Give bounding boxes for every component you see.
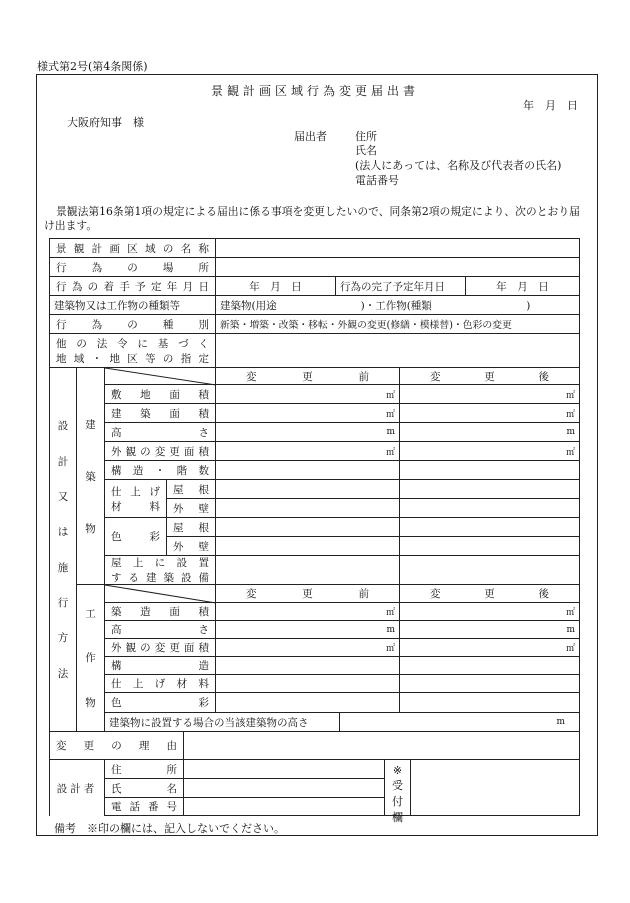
label-char: 所 <box>166 763 177 776</box>
exterior-area-before-input[interactable] <box>215 441 399 460</box>
addressee: 大阪府知事 様 <box>67 116 144 129</box>
unit-label: m <box>566 427 575 437</box>
label-char: く <box>198 337 209 350</box>
label-char: の <box>127 261 138 274</box>
label-char: 区 <box>127 352 138 365</box>
filer-name[interactable]: 氏名 <box>355 144 377 157</box>
label-char: 地 <box>109 352 120 365</box>
label-char: 築 <box>111 606 122 618</box>
label-designer-phone <box>104 797 183 816</box>
label-char: 材 <box>111 500 122 513</box>
building-area-after-input[interactable] <box>399 403 580 422</box>
label-char: 更 <box>83 740 95 752</box>
label-char: の <box>162 242 174 255</box>
label-char: 年 <box>166 280 178 293</box>
label-char: 他 <box>56 337 67 350</box>
height-after-input[interactable] <box>399 422 580 441</box>
label-char: げ <box>154 678 166 690</box>
label-char: は <box>57 526 69 539</box>
area-name-input[interactable] <box>215 238 580 257</box>
bldg-type-input[interactable]: 建築物(用途 )・工作物(種類 ) <box>215 295 580 314</box>
struct-floors-before-input[interactable] <box>215 460 399 479</box>
label-char: 造 <box>132 464 144 477</box>
unit-label: m <box>386 427 395 437</box>
label-char: 料 <box>149 500 160 513</box>
struct-height-before-input[interactable] <box>215 620 399 638</box>
structure-label <box>76 584 104 731</box>
label-char: 料 <box>198 678 209 690</box>
unit-label: m <box>566 624 575 635</box>
change-reason-input[interactable] <box>183 731 580 759</box>
label-char: 前 <box>358 588 369 600</box>
label-designer-address <box>104 759 183 778</box>
struct-color-after-input[interactable] <box>399 692 580 712</box>
rooftop-line1 <box>105 555 215 570</box>
label-char: 画 <box>109 242 120 255</box>
label-char: 変 <box>154 445 166 458</box>
label-char: 更 <box>302 370 313 383</box>
label-char: 積 <box>198 445 209 458</box>
label-act-type <box>49 314 215 333</box>
header-after <box>399 367 580 384</box>
label-char: 番 <box>148 801 159 813</box>
label-bldg-type: 建築物又は工作物の種類等 <box>49 295 215 314</box>
label-char: 変 <box>246 588 257 600</box>
label-structure <box>104 656 215 674</box>
unit-label: ㎡ <box>565 608 575 618</box>
filer-label: 届出者 <box>294 130 327 143</box>
unit-label: ㎡ <box>565 447 575 458</box>
label-bldg-height: 建築物に設置する場合の当該建築物の高さ <box>104 712 339 731</box>
label-char: 名 <box>180 242 192 255</box>
label-char: 工 <box>85 607 96 620</box>
label-char: 仕 <box>111 678 122 690</box>
label-char: 階 <box>176 464 188 477</box>
designer-name-input[interactable] <box>183 778 384 797</box>
label-char: 建 <box>85 418 96 431</box>
unit-label: ㎡ <box>565 409 575 420</box>
label-build-area <box>104 602 215 620</box>
exterior-area-after-input[interactable] <box>399 441 580 460</box>
label-char: 面 <box>183 445 195 458</box>
form-title: 景観計画区域行為変更届出書 <box>210 84 419 98</box>
label-char: の <box>111 740 122 752</box>
date-field[interactable]: 年 月 日 <box>523 99 578 112</box>
label-char: 築 <box>85 470 96 483</box>
unit-label: ㎡ <box>385 644 395 654</box>
label-char: る <box>128 572 139 584</box>
designer-bottom-edge <box>49 759 50 816</box>
label-char: 構 <box>111 660 122 672</box>
unit-label: ㎡ <box>385 608 395 618</box>
label-char: 外 <box>111 642 122 654</box>
label-char: 域 <box>145 242 156 255</box>
label-char: 行 <box>57 597 69 610</box>
unit-label: ㎡ <box>565 644 575 654</box>
header-before <box>215 367 399 384</box>
label-char: 日 <box>198 280 209 293</box>
act-type-input[interactable]: 新築・増築・改築・移転・外観の変更(修繕・模様替)・色彩の変更 <box>215 314 580 333</box>
filer-address[interactable]: 住所 <box>355 130 377 143</box>
label-char: 定 <box>198 352 209 365</box>
color-roof-before-input[interactable] <box>215 517 399 536</box>
bldg-height-input[interactable]: m <box>339 712 580 731</box>
label-char: 後 <box>538 370 549 383</box>
label-char: に <box>137 337 148 350</box>
label-char: 着 <box>103 280 114 293</box>
label-char: 令 <box>117 337 128 350</box>
rooftop-before-input[interactable] <box>215 555 399 584</box>
unit-label: ㎡ <box>385 390 395 401</box>
label-char: 観 <box>125 642 137 654</box>
label-char: 変 <box>154 642 166 654</box>
label-char: 観 <box>125 445 137 458</box>
label-char: 変 <box>430 370 441 383</box>
label-char: 氏 <box>111 782 122 795</box>
unit-label: ㎡ <box>385 409 395 420</box>
unit-label: ㎡ <box>385 447 395 458</box>
label-char: 色 <box>111 531 122 543</box>
rooftop-after-input[interactable] <box>399 555 580 584</box>
header-before-2 <box>215 584 399 602</box>
label-char: 域 <box>73 352 85 365</box>
place-input[interactable] <box>215 257 580 276</box>
diagonal-line <box>105 368 216 385</box>
label-char: に <box>154 557 166 569</box>
label-char: 建 <box>146 572 157 584</box>
struct-exterior-area-before-input[interactable] <box>215 638 399 656</box>
label-char: 上 <box>132 678 144 690</box>
label-char: 屋 <box>111 557 122 569</box>
receipt-field <box>410 759 580 816</box>
rooftop-line2 <box>105 570 215 585</box>
label-exterior-area <box>104 441 215 460</box>
label-rooftop <box>104 555 215 584</box>
label-char: 外 <box>173 502 184 515</box>
label-height <box>104 422 215 441</box>
label-char: 電 <box>111 801 122 813</box>
label-char: ・ <box>154 464 166 477</box>
label-char: 為 <box>91 318 103 331</box>
building-area-before-input[interactable] <box>215 403 399 422</box>
label-char: 計 <box>91 242 103 255</box>
label-char: 根 <box>198 521 209 534</box>
unit-label: m <box>386 624 395 635</box>
label-char: 更 <box>302 588 313 600</box>
label-char: 住 <box>111 763 122 776</box>
designer-phone-input[interactable] <box>183 797 384 816</box>
label-char: 仕 <box>111 485 122 498</box>
struct-color-before-input[interactable] <box>215 692 399 712</box>
label-char: 法 <box>57 667 69 680</box>
label-char: 色 <box>111 697 122 709</box>
label-char: の <box>76 337 87 350</box>
label-char: す <box>111 572 122 584</box>
label-char: 為 <box>71 280 83 293</box>
build-area-after-input[interactable] <box>399 602 580 620</box>
struct-height-after-input[interactable] <box>399 620 580 638</box>
label-char: 屋 <box>173 483 184 496</box>
label-char: 月 <box>182 280 194 293</box>
label-char: 構 <box>111 464 122 477</box>
label-char: 壁 <box>198 540 209 553</box>
label-char: 積 <box>198 606 209 618</box>
filer-corp-note: (法人にあっては、名称及び代表者の氏名) <box>355 159 562 172</box>
label-char: 根 <box>198 483 209 496</box>
label-char: の <box>127 318 138 331</box>
structure-after-input[interactable] <box>399 656 580 674</box>
label-char: 敷 <box>111 388 122 401</box>
designer-address-input[interactable] <box>183 759 384 778</box>
other-law-input[interactable] <box>215 333 580 367</box>
label-char: 号 <box>166 801 177 813</box>
label-place <box>49 257 215 276</box>
label-char: 更 <box>484 588 495 600</box>
label-char: 区 <box>127 242 138 255</box>
struct-floors-after-input[interactable] <box>399 460 580 479</box>
receipt-label <box>384 759 410 824</box>
site-area-after-input[interactable] <box>399 384 580 403</box>
label-start-date <box>49 276 215 295</box>
label-char: 称 <box>198 242 209 255</box>
label-char: 又 <box>57 490 69 503</box>
label-char: 地 <box>140 388 151 401</box>
label-designer-name <box>104 778 183 797</box>
label-char: 定 <box>150 280 162 293</box>
label-char: 屋 <box>173 521 184 534</box>
label-finish-wall <box>166 498 215 517</box>
label-char: 前 <box>358 370 369 383</box>
label-char: 建 <box>111 407 122 420</box>
label-char: 理 <box>138 740 150 752</box>
label-char: 変 <box>56 740 67 752</box>
label-color <box>104 517 166 555</box>
label-char: 面 <box>169 407 180 420</box>
label-char: 造 <box>140 606 151 618</box>
label-end-date: 行為の完了予定年月日 <box>335 276 465 295</box>
label-char: 備 <box>198 572 209 584</box>
label-char: 積 <box>198 388 209 401</box>
label-char: 話 <box>129 801 140 813</box>
label-char: 欄 <box>392 811 403 824</box>
label-char: 更 <box>484 370 495 383</box>
label-finish-roof <box>166 479 215 498</box>
label-color-wall <box>166 536 215 555</box>
label-finish <box>104 479 166 517</box>
label-char: 築 <box>163 572 174 584</box>
label-finish-material <box>104 674 215 692</box>
finish-material-before-input[interactable] <box>215 674 399 692</box>
label-char: 積 <box>198 642 209 654</box>
end-date-input[interactable]: 年 月 日 <box>465 276 580 295</box>
label-char: 壁 <box>198 502 209 515</box>
label-char: の <box>140 445 151 458</box>
label-char: 方 <box>57 632 69 645</box>
label-char: 等 <box>145 352 156 365</box>
build-area-before-input[interactable] <box>215 602 399 620</box>
label-char: 上 <box>132 557 144 569</box>
label-char: の <box>87 280 99 293</box>
intro-text: 景観法第16条第1項の規定による届出に係る事項を変更したいので、同条第2項の規定により、次のとおり届け出ます。 <box>44 205 580 232</box>
color-roof-after-input[interactable] <box>399 517 580 536</box>
label-char: 観 <box>73 242 85 255</box>
unit-label: ㎡ <box>565 390 575 401</box>
label-area-name <box>49 238 215 257</box>
struct-exterior-area-after-input[interactable] <box>399 638 580 656</box>
label-char: 高 <box>111 624 122 636</box>
label-char: 行 <box>56 280 67 293</box>
label-char: 基 <box>157 337 169 350</box>
finish-line2 <box>105 499 166 514</box>
label-char: ・ <box>91 352 103 365</box>
finish-roof-before-input[interactable] <box>215 479 399 498</box>
label-char: 造 <box>198 660 209 672</box>
label-char: 計 <box>57 455 69 468</box>
label-char: 高 <box>111 426 122 439</box>
color-wall-before-input[interactable] <box>215 536 399 555</box>
label-char: 後 <box>538 588 549 600</box>
label-char: 面 <box>169 606 180 618</box>
label-char: げ <box>149 485 160 498</box>
label-site-area <box>104 384 215 403</box>
label-char: 積 <box>198 407 209 420</box>
label-char: の <box>140 642 151 654</box>
label-char: 地 <box>56 352 67 365</box>
label-char: 別 <box>198 318 209 331</box>
label-char: 付 <box>392 795 403 808</box>
label-char: 場 <box>162 261 174 274</box>
label-char: 面 <box>183 642 195 654</box>
label-char: 予 <box>135 280 146 293</box>
label-char: 彩 <box>198 697 209 709</box>
finish-wall-before-input[interactable] <box>215 498 399 517</box>
label-char: 為 <box>91 261 103 274</box>
finish-wall-after-input[interactable] <box>399 498 580 517</box>
label-char: 材 <box>176 678 188 690</box>
label-char: 所 <box>198 261 209 274</box>
label-struct-exterior-area <box>104 638 215 656</box>
label-char: 行 <box>56 261 67 274</box>
label-char: さ <box>198 426 209 439</box>
other-law-line2 <box>50 351 215 366</box>
finish-material-after-input[interactable] <box>399 674 580 692</box>
label-char: 更 <box>169 445 180 458</box>
label-char: 置 <box>198 557 209 569</box>
label-char: 種 <box>162 318 174 331</box>
building-label <box>76 367 104 584</box>
filer-phone[interactable]: 電話番号 <box>355 174 399 187</box>
label-struct-floors <box>104 460 215 479</box>
label-char: 指 <box>180 352 192 365</box>
label-char: 変 <box>430 588 441 600</box>
finish-roof-after-input[interactable] <box>399 479 580 498</box>
label-char: づ <box>178 337 189 350</box>
start-date-input[interactable]: 年 月 日 <box>215 276 335 295</box>
label-char: 物 <box>85 522 96 535</box>
label-char: 設 <box>181 572 192 584</box>
label-char: 更 <box>169 642 180 654</box>
label-char: 築 <box>140 407 151 420</box>
design-outer-label <box>49 367 76 731</box>
diag-header-structure <box>104 584 215 602</box>
label-char: 数 <box>198 464 209 477</box>
label-char: 物 <box>85 697 96 710</box>
diagonal-line <box>105 585 216 603</box>
label-color-roof <box>166 517 215 536</box>
label-struct-height <box>104 620 215 638</box>
label-char: 名 <box>166 782 177 795</box>
diag-header-building <box>104 367 215 384</box>
label-designer: 設計者 <box>49 759 104 816</box>
label-building-area <box>104 403 215 422</box>
label-char: 外 <box>111 445 122 458</box>
label-char: 行 <box>56 318 67 331</box>
color-wall-after-input[interactable] <box>399 536 580 555</box>
form-number: 様式第2号(第4条関係) <box>37 60 148 73</box>
label-char: 受 <box>392 779 403 792</box>
label-char: 彩 <box>149 531 160 543</box>
label-char: 上 <box>130 485 141 498</box>
site-area-before-input[interactable] <box>215 384 399 403</box>
finish-line1 <box>105 484 166 499</box>
label-char: 施 <box>57 561 69 574</box>
label-char: 変 <box>246 370 257 383</box>
label-char: 法 <box>96 337 108 350</box>
label-char: 由 <box>166 740 177 752</box>
label-char: の <box>162 352 174 365</box>
label-change-reason <box>49 731 183 759</box>
label-struct-color <box>104 692 215 712</box>
label-char: 面 <box>169 388 180 401</box>
label-char: 設 <box>57 420 69 433</box>
other-law-line1 <box>50 336 215 351</box>
label-char: ※ <box>392 764 403 777</box>
header-after-2 <box>399 584 580 602</box>
structure-before-input[interactable] <box>215 656 399 674</box>
label-char: 作 <box>85 652 96 665</box>
label-char: 外 <box>173 540 184 553</box>
label-char: 設 <box>176 557 188 569</box>
height-before-input[interactable] <box>215 422 399 441</box>
label-char: 手 <box>119 280 130 293</box>
label-char: 景 <box>56 242 67 255</box>
label-other-law <box>49 333 215 367</box>
footnote: 備考 ※印の欄には、記入しないでください。 <box>54 822 285 835</box>
label-char: さ <box>198 624 209 636</box>
